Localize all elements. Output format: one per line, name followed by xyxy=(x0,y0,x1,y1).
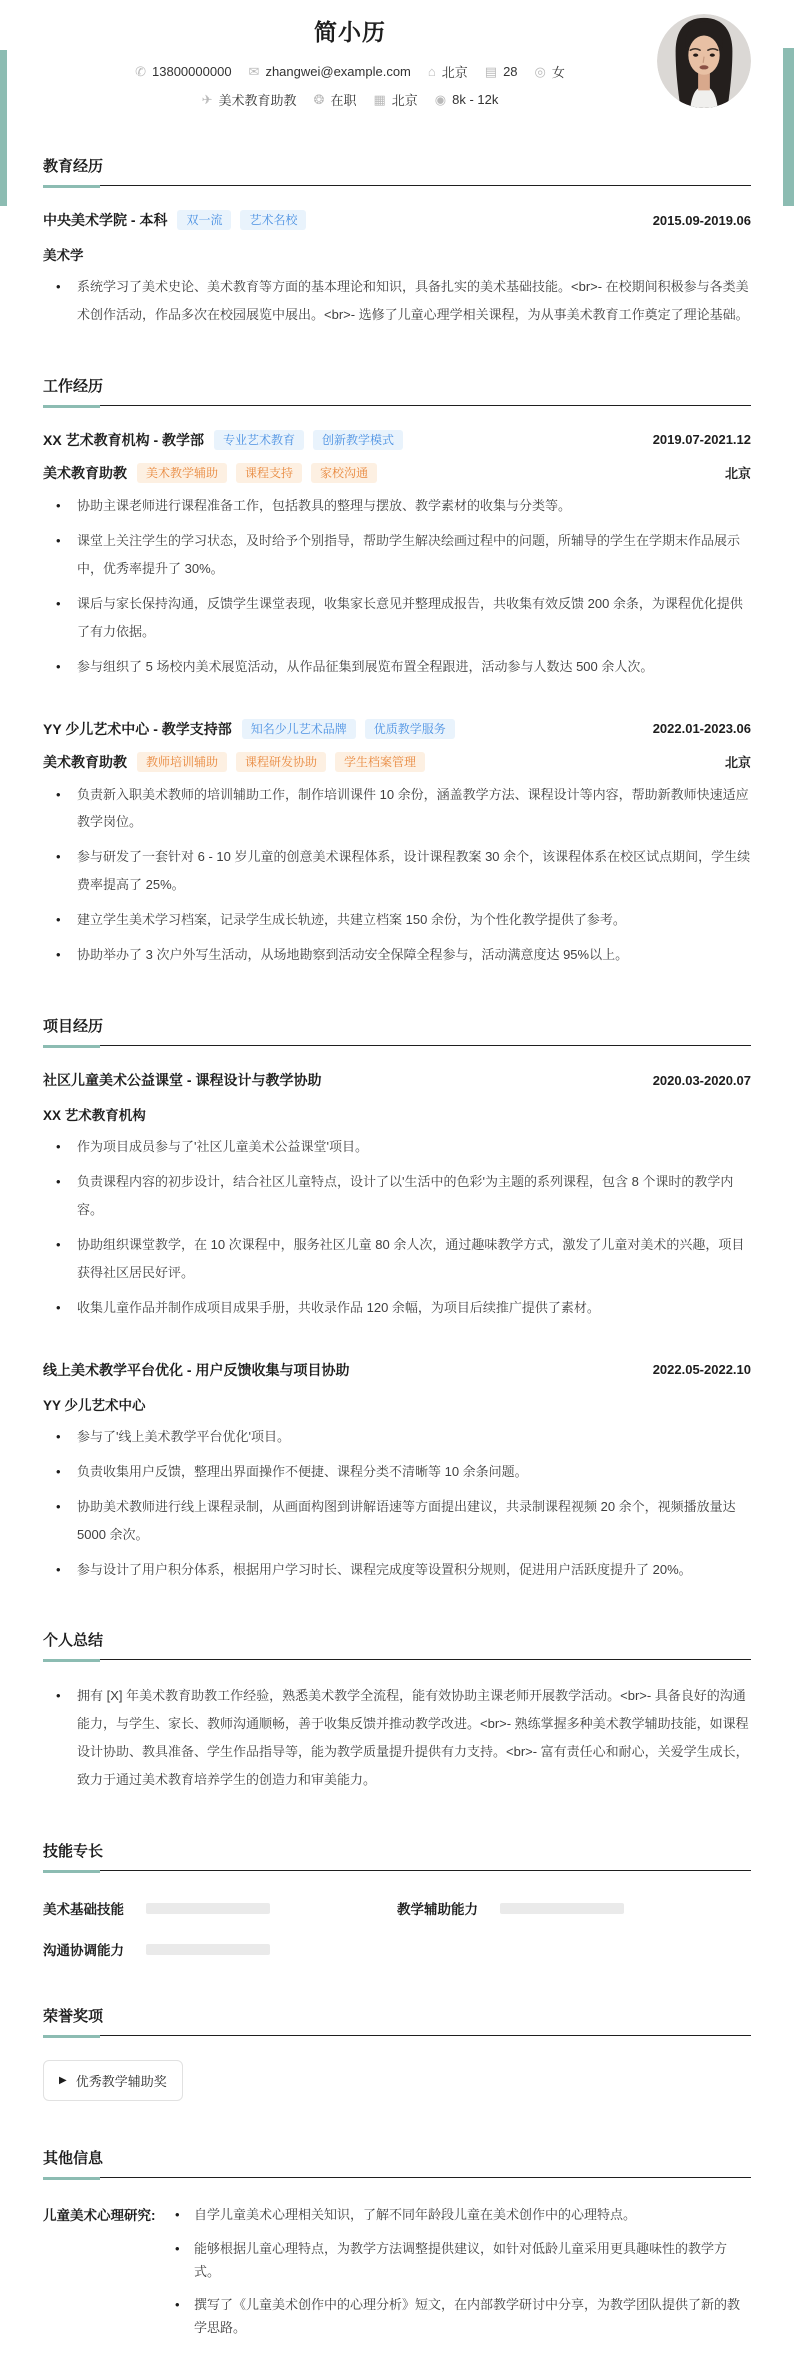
section-work xyxy=(43,375,751,969)
section-honors xyxy=(43,2005,751,2101)
role-tag: 课程研发协助 xyxy=(236,752,326,772)
work-dates: 2019.07-2021.12 xyxy=(652,432,751,448)
projects-heading xyxy=(43,1015,751,1046)
section-skills xyxy=(43,1840,751,1959)
work-bullet: • 协助举办了 3 次户外写生活动，从场地勘察到活动安全保障全程参与，活动满意度达 95%以上。 xyxy=(43,941,751,969)
header xyxy=(43,0,751,109)
work-entry-1-role-row xyxy=(43,463,751,483)
summary-heading xyxy=(43,1629,751,1660)
position-item xyxy=(202,90,297,109)
phone-value: 13800000000 xyxy=(152,64,232,79)
age-value: 28 xyxy=(503,64,518,79)
work-location: 北京 xyxy=(724,466,751,482)
location-item xyxy=(428,62,468,81)
education-dates: 2015.09-2019.06 xyxy=(652,212,751,228)
other-info-title: 其他信息 xyxy=(43,2150,104,2168)
role-tags xyxy=(137,463,377,483)
gender-item xyxy=(535,62,565,81)
education-entry xyxy=(43,210,751,329)
company-name: XX 艺术教育机构 - 教学部 xyxy=(43,431,205,448)
company-tag: 优质教学服务 xyxy=(365,719,455,739)
location-icon: ⌂ xyxy=(427,64,436,79)
project-bullet: • 参与设计了用户积分体系，根据用户学习时长、课程完成度等设置积分规则，促进用户活跃度提升了 20%。 xyxy=(43,1556,751,1584)
education-entry-header xyxy=(43,210,751,230)
project-dates: 2020.03-2020.07 xyxy=(652,1072,751,1088)
work-bullet: • 课堂上关注学生的学习状态，及时给予个别指导，帮助学生解决绘画过程中的问题，所辅导的学生在学期末作品展示中，优秀率提升了 30%。 xyxy=(43,527,751,583)
gender-icon: ◎ xyxy=(534,64,546,79)
skill-communication xyxy=(43,1939,397,1959)
position-value: 美术教育助教 xyxy=(218,93,297,108)
phone-item xyxy=(135,64,231,79)
work-bullet: • 负责新入职美术教师的培训辅助工作，制作培训课件 10 余份，涵盖教学方法、课程设计等内容，帮助新教师快速适应教学岗位。 xyxy=(43,781,751,837)
other-info-bullets xyxy=(169,2204,751,2351)
section-education xyxy=(43,155,751,329)
work-entry-2-role-row xyxy=(43,752,751,772)
project-bullet: • 收集儿童作品并制作成项目成果手册，共收录作品 120 余幅，为项目后续推广提供了素材。 xyxy=(43,1294,751,1322)
role-name: 美术教育助教 xyxy=(43,753,127,770)
project-bullet: • 协助美术教师进行线上课程录制，从画面构图到讲解语速等方面提出建议，共录制课程视频 20 余个，视频播放量达 5000 余次。 xyxy=(43,1493,751,1549)
work-bullet: • 课后与家长保持沟通，反馈学生课堂表现，收集家长意见并整理成报告，共收集有效反馈 200 余条，为课程优化提供了有力依据。 xyxy=(43,590,751,646)
skill-label: 沟通协调能力 xyxy=(43,1943,124,1959)
work-dates: 2022.01-2023.06 xyxy=(652,721,751,736)
role-tags xyxy=(137,752,425,772)
summary-bullet: • 拥有 [X] 年美术教育助教工作经验，熟悉美术教学全流程，能有效协助主课老师开展教学活动。<br>- 具备良好的沟通能力，与学生、家长、教师沟通顺畅，善于收集反馈并推动教学改进。<br>- 熟练掌握多种美术教学辅助技能，如课程设计协助、教具准备、学生作品指导等，能为教学质量提升提供有力支持。<br>- 富有责任心和耐心，关爱学生成长，致力于通过美术教育培养学生的创造力和审美能力。 xyxy=(43,1682,751,1794)
project-dates: 2022.05-2022.10 xyxy=(652,1362,751,1378)
skill-label: 美术基础技能 xyxy=(43,1902,124,1918)
project-bullet: • 负责收集用户反馈，整理出界面操作不便捷、课程分类不清晰等 10 余条问题。 xyxy=(43,1458,751,1486)
project-org: XX 艺术教育机构 xyxy=(43,1108,146,1124)
project-1-bullets xyxy=(43,1133,751,1322)
role-tag: 美术教学辅助 xyxy=(137,463,227,483)
role-tag: 家校沟通 xyxy=(311,463,377,483)
honors-heading xyxy=(43,2005,751,2036)
section-summary xyxy=(43,1629,751,1794)
job-status-item xyxy=(314,90,357,109)
email-item xyxy=(249,64,411,79)
school-tags xyxy=(177,210,306,230)
project-entry-2 xyxy=(43,1360,751,1584)
resume-name: 简小历 xyxy=(314,19,386,45)
skills-title: 技能专长 xyxy=(43,1843,104,1861)
other-info-row xyxy=(43,2204,751,2351)
project-1-name-row xyxy=(43,1070,751,1090)
company-tags xyxy=(214,430,403,450)
other-info-heading xyxy=(43,2147,751,2178)
award-accordion-button[interactable] xyxy=(43,2060,183,2101)
work-entry-2-company-row xyxy=(43,719,751,739)
company-tags xyxy=(242,719,455,739)
skill-art-basics xyxy=(43,1898,397,1918)
role-tag: 学生档案管理 xyxy=(335,752,425,772)
right-accent-bar xyxy=(783,48,794,206)
major: 美术学 xyxy=(43,248,84,263)
education-heading xyxy=(43,155,751,186)
skill-progress-track xyxy=(500,1903,624,1914)
company-name: YY 少儿艺术中心 - 教学支持部 xyxy=(43,720,232,737)
skills-grid xyxy=(43,1898,751,1959)
avatar-illustration xyxy=(657,14,751,108)
salary-icon: ◉ xyxy=(434,92,447,107)
school-tag: 艺术名校 xyxy=(240,210,306,230)
skill-label: 教学辅助能力 xyxy=(397,1902,478,1918)
project-name: 社区儿童美术公益课堂 - 课程设计与教学协助 xyxy=(43,1072,322,1089)
position-icon: ✈ xyxy=(201,92,213,107)
school-tag: 双一流 xyxy=(177,210,231,230)
job-status-value: 在职 xyxy=(330,93,357,108)
project-name: 线上美术教学平台优化 - 用户反馈收集与项目协助 xyxy=(43,1361,350,1378)
honors-title: 荣誉奖项 xyxy=(43,2008,104,2026)
project-bullet: • 参与了'线上美术教学平台优化'项目。 xyxy=(43,1423,751,1451)
education-title: 教育经历 xyxy=(43,158,104,175)
work-bullet: • 协助主课老师进行课程准备工作，包括教具的整理与摆放、教学素材的收集与分类等。 xyxy=(43,492,751,520)
skill-teaching-assist xyxy=(397,1898,751,1918)
education-bullet: • 系统学习了美术史论、美术教育等方面的基本理论和知识，具备扎实的美术基础技能。<br>- 在校期间积极参与各类美术创作活动，作品多次在校园展览中展出。<br>- 选修了儿童心理学相关课程，为从事美术教育工作奠定了理论基础。 xyxy=(43,273,751,329)
other-info-label: 儿童美术心理研究: xyxy=(43,2208,156,2224)
contact-row-2 xyxy=(43,90,657,109)
award-name: 优秀教学辅助奖 xyxy=(75,2074,167,2090)
gender-value: 女 xyxy=(551,65,565,80)
work-bullet: • 建立学生美术学习档案，记录学生成长轨迹，共建立档案 150 余份，为个性化教学提供了参考。 xyxy=(43,906,751,934)
section-projects xyxy=(43,1015,751,1583)
projects-title: 项目经历 xyxy=(43,1018,104,1036)
project-bullet: • 负责课程内容的初步设计，结合社区儿童特点，设计了以'生活中的色彩'为主题的系列课程，包含 8 个课时的教学内容。 xyxy=(43,1168,751,1224)
contact-row-1 xyxy=(43,62,657,81)
salary-value: 8k - 12k xyxy=(452,92,499,107)
project-entry-1 xyxy=(43,1070,751,1322)
project-org: YY 少儿艺术中心 xyxy=(43,1397,146,1413)
skill-progress-track xyxy=(146,1944,270,1955)
work-entry-1 xyxy=(43,430,751,681)
project-bullet: • 协助组织课堂教学，在 10 次课程中，服务社区儿童 80 余人次，通过趣味教学方式，激发了儿童对美术的兴趣，项目获得社区居民好评。 xyxy=(43,1231,751,1287)
city-icon: ▦ xyxy=(373,92,386,107)
age-icon: ▤ xyxy=(484,64,498,79)
age-item xyxy=(485,64,518,79)
summary-title: 个人总结 xyxy=(43,1632,104,1650)
phone-icon: ✆ xyxy=(135,64,147,79)
skills-heading xyxy=(43,1840,751,1871)
avatar xyxy=(657,14,751,108)
company-tag: 知名少儿艺术品牌 xyxy=(242,719,356,739)
role-tag: 教师培训辅助 xyxy=(137,752,227,772)
role-tag: 课程支持 xyxy=(236,463,302,483)
school-name: 中央美术学院 - 本科 xyxy=(43,212,168,228)
skill-progress-track xyxy=(146,1903,270,1914)
project-bullet: • 作为项目成员参与了'社区儿童美术公益课堂'项目。 xyxy=(43,1133,751,1161)
work-entry-2-bullets xyxy=(43,781,751,970)
location-value: 北京 xyxy=(441,65,468,80)
work-bullet: • 参与研发了一套针对 6 - 10 岁儿童的创意美术课程体系，设计课程教案 30 余个，该课程体系在校区试点期间，学生续费率提高了 25%。 xyxy=(43,843,751,899)
education-bullets xyxy=(43,273,751,329)
summary-bullets xyxy=(43,1682,751,1794)
left-accent-bar xyxy=(0,50,7,206)
city-item xyxy=(373,90,417,109)
section-other-info xyxy=(43,2147,751,2351)
city-value: 北京 xyxy=(391,93,418,108)
other-info-bullet: • 能够根据儿童心理特点，为教学方法调整提供建议，如针对低龄儿童采用更具趣味性的教学方式。 xyxy=(169,2238,751,2284)
salary-item xyxy=(435,92,499,107)
header-info xyxy=(43,12,657,109)
email-icon: ✉ xyxy=(248,64,260,79)
expand-caret-icon: ▶ xyxy=(59,2074,67,2086)
work-bullet: • 参与组织了 5 场校内美术展览活动，从作品征集到展览布置全程跟进，活动参与人数达 500 余人次。 xyxy=(43,653,751,681)
work-entry-2 xyxy=(43,719,751,970)
work-location: 北京 xyxy=(724,755,751,770)
company-tag: 创新教学模式 xyxy=(313,430,403,450)
role-name: 美术教育助教 xyxy=(43,464,127,481)
email-value: zhangwei@example.com xyxy=(265,64,411,79)
other-info-bullet: • 撰写了《儿童美术创作中的心理分析》短文，在内部教学研讨中分享，为教学团队提供了新的教学思路。 xyxy=(169,2294,751,2340)
status-icon: ❂ xyxy=(313,92,325,107)
work-title: 工作经历 xyxy=(43,377,104,395)
work-heading xyxy=(43,375,751,406)
work-entry-1-company-row xyxy=(43,430,751,450)
company-tag: 专业艺术教育 xyxy=(214,430,304,450)
project-2-bullets xyxy=(43,1423,751,1584)
project-2-name-row xyxy=(43,1360,751,1380)
other-info-bullet: • 自学儿童美术心理相关知识，了解不同年龄段儿童在美术创作中的心理特点。 xyxy=(169,2204,751,2227)
work-entry-1-bullets xyxy=(43,492,751,681)
